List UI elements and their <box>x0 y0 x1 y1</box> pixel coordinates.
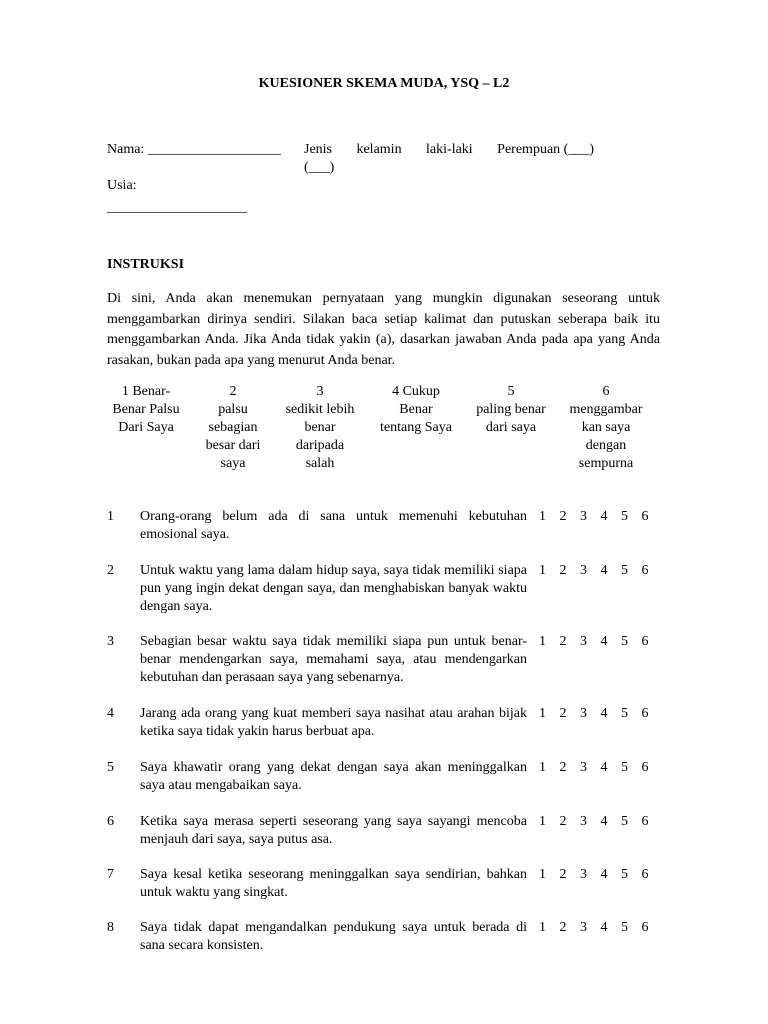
scale-option-3 <box>275 383 365 473</box>
scale-6-line: kan saya <box>581 420 631 435</box>
answer-option-3[interactable]: 3 <box>580 706 587 721</box>
answer-option-3[interactable]: 3 <box>580 920 587 935</box>
answer-option-4[interactable]: 4 <box>600 509 608 524</box>
answer-option-4[interactable]: 4 <box>600 814 608 829</box>
answer-option-2[interactable]: 2 <box>559 867 567 882</box>
answer-option-1[interactable]: 1 <box>539 867 546 882</box>
answer-options <box>539 866 662 884</box>
answer-option-2[interactable]: 2 <box>559 814 567 829</box>
answer-option-4[interactable]: 4 <box>600 760 608 775</box>
answer-option-5[interactable]: 5 <box>621 920 628 935</box>
scale-3-line: 3 <box>316 384 324 399</box>
answer-option-5[interactable]: 5 <box>621 760 628 775</box>
question-text: Untuk waktu yang lama dalam hidup saya, saya tidak memiliki siapa pun yang ingin dekat dengan saya, dan menghabiskan banyak waktu dengan saya. <box>140 563 527 614</box>
answer-option-3[interactable]: 3 <box>580 509 587 524</box>
instructions-body: Di sini, Anda akan menemukan pernyataan yang mungkin digunakan seseorang untuk menggambarkan dirinya sendiri. Silakan baca setiap kalimat dan putuskan seberapa baik itu menggambarkan Anda. Jika Anda tidak yakin (a), dasarkan jawaban Anda pada apa yang Anda rasakan, bukan pada apa yang menurut Anda benar. <box>107 291 660 368</box>
question-text: Orang-orang belum ada di sana untuk memenuhi kebutuhan emosional saya. <box>140 509 527 542</box>
answer-option-6[interactable]: 6 <box>641 706 649 721</box>
answer-option-3[interactable]: 3 <box>580 634 587 649</box>
answer-option-3[interactable]: 3 <box>580 814 587 829</box>
answer-option-4[interactable]: 4 <box>600 634 608 649</box>
answer-options <box>539 813 662 831</box>
question-number: 7 <box>107 867 114 882</box>
answer-option-4[interactable]: 4 <box>600 706 608 721</box>
gender-option-male: laki-laki <box>426 142 473 157</box>
question-number: 3 <box>107 634 114 649</box>
answer-option-1[interactable]: 1 <box>539 760 546 775</box>
scale-2-line: besar dari <box>205 438 261 453</box>
answer-option-5[interactable]: 5 <box>621 706 628 721</box>
answer-option-6[interactable]: 6 <box>641 563 649 578</box>
question-number: 4 <box>107 706 114 721</box>
scale-option-1 <box>103 383 189 437</box>
age-field-label: Usia: <box>107 178 137 193</box>
answer-options <box>539 633 662 651</box>
question-number: 5 <box>107 760 114 775</box>
scale-3-line: salah <box>305 456 335 471</box>
scale-2-line: palsu <box>218 402 248 417</box>
scale-4-line: 4 Cukup <box>392 384 440 399</box>
answer-option-2[interactable]: 2 <box>559 920 567 935</box>
scale-2-line: saya <box>220 456 246 471</box>
answer-option-2[interactable]: 2 <box>559 760 567 775</box>
scale-5-line: dari saya <box>485 420 537 435</box>
answer-option-6[interactable]: 6 <box>641 760 649 775</box>
gender-male-blank: (___) <box>304 160 335 175</box>
gender-word-1: Jenis <box>304 142 332 157</box>
answer-option-2[interactable]: 2 <box>559 706 567 721</box>
answer-option-4[interactable]: 4 <box>600 563 608 578</box>
scale-option-6 <box>560 383 652 473</box>
answer-option-6[interactable]: 6 <box>641 509 649 524</box>
question-text: Ketika saya merasa seperti seseorang yang saya sayangi mencoba menjauh dari saya, saya putus asa. <box>140 814 527 847</box>
scale-6-line: 6 <box>602 384 610 399</box>
question-text: Saya kesal ketika seseorang meninggalkan saya sendirian, bahkan untuk waktu yang singkat. <box>140 867 527 900</box>
scale-option-2 <box>196 383 270 473</box>
gender-word-2: kelamin <box>356 142 402 157</box>
answer-option-6[interactable]: 6 <box>641 867 649 882</box>
gender-field <box>304 141 594 177</box>
scale-option-4 <box>370 383 462 437</box>
answer-option-2[interactable]: 2 <box>559 509 567 524</box>
scale-2-line: sebagian <box>208 420 258 435</box>
scale-1-line: 1 Benar- <box>121 384 171 399</box>
question-text: Sebagian besar waktu saya tidak memiliki siapa pun untuk benar-benar mendengarkan saya, memahami saya, atau mendengarkan kebutuhan dan perasaan saya yang sebenarnya. <box>140 634 527 685</box>
scale-4-line: tentang Saya <box>380 420 452 435</box>
answer-options <box>539 508 662 526</box>
answer-option-2[interactable]: 2 <box>559 563 567 578</box>
scale-option-5 <box>467 383 555 437</box>
answer-option-4[interactable]: 4 <box>600 867 608 882</box>
answer-option-5[interactable]: 5 <box>621 563 628 578</box>
question-number: 6 <box>107 814 114 829</box>
answer-option-1[interactable]: 1 <box>539 563 546 578</box>
answer-options <box>539 705 662 723</box>
answer-option-6[interactable]: 6 <box>641 814 649 829</box>
answer-option-4[interactable]: 4 <box>600 920 608 935</box>
answer-option-5[interactable]: 5 <box>621 634 628 649</box>
answer-option-3[interactable]: 3 <box>580 760 587 775</box>
answer-option-6[interactable]: 6 <box>641 634 649 649</box>
scale-5-line: paling benar <box>476 402 546 417</box>
answer-option-3[interactable]: 3 <box>580 867 587 882</box>
gender-option-female: Perempuan (___) <box>497 142 594 157</box>
scale-1-line: Benar Palsu <box>112 402 180 417</box>
answer-options <box>539 919 662 937</box>
age-field-line: ____________________ <box>107 200 247 215</box>
question-number: 1 <box>107 509 114 524</box>
answer-option-1[interactable]: 1 <box>539 920 546 935</box>
question-text: Saya tidak dapat mengandalkan pendukung saya untuk berada di sana secara konsisten. <box>140 920 527 953</box>
answer-option-3[interactable]: 3 <box>580 563 587 578</box>
answer-option-5[interactable]: 5 <box>621 867 628 882</box>
scale-3-line: daripada <box>295 438 345 453</box>
answer-option-2[interactable]: 2 <box>559 634 567 649</box>
document-title: KUESIONER SKEMA MUDA, YSQ – L2 <box>258 76 510 91</box>
question-number: 2 <box>107 563 114 578</box>
scale-1-line: Dari Saya <box>118 420 174 435</box>
scale-2-line: 2 <box>229 384 237 399</box>
question-text: Saya khawatir orang yang dekat dengan saya akan meninggalkan saya atau mengabaikan saya. <box>140 760 527 793</box>
name-field-label: Nama: ___________________ <box>107 142 281 157</box>
scale-6-line: menggambar <box>569 402 643 417</box>
answer-option-1[interactable]: 1 <box>539 634 546 649</box>
scale-6-line: sempurna <box>578 456 634 471</box>
scale-5-line: 5 <box>507 384 515 399</box>
answer-option-5[interactable]: 5 <box>621 509 628 524</box>
answer-options <box>539 562 662 580</box>
answer-option-1[interactable]: 1 <box>539 814 546 829</box>
answer-option-5[interactable]: 5 <box>621 814 628 829</box>
question-number: 8 <box>107 920 114 935</box>
question-text: Jarang ada orang yang kuat memberi saya nasihat atau arahan bijak ketika saya tidak yakin harus berbuat apa. <box>140 706 527 739</box>
answer-option-1[interactable]: 1 <box>539 706 546 721</box>
scale-3-line: benar <box>304 420 336 435</box>
answer-option-1[interactable]: 1 <box>539 509 546 524</box>
answer-options <box>539 759 662 777</box>
scale-6-line: dengan <box>585 438 627 453</box>
instructions-heading: INSTRUKSI <box>107 257 185 272</box>
scale-3-line: sedikit lebih <box>285 402 355 417</box>
scale-4-line: Benar <box>399 402 433 417</box>
answer-option-6[interactable]: 6 <box>641 920 649 935</box>
